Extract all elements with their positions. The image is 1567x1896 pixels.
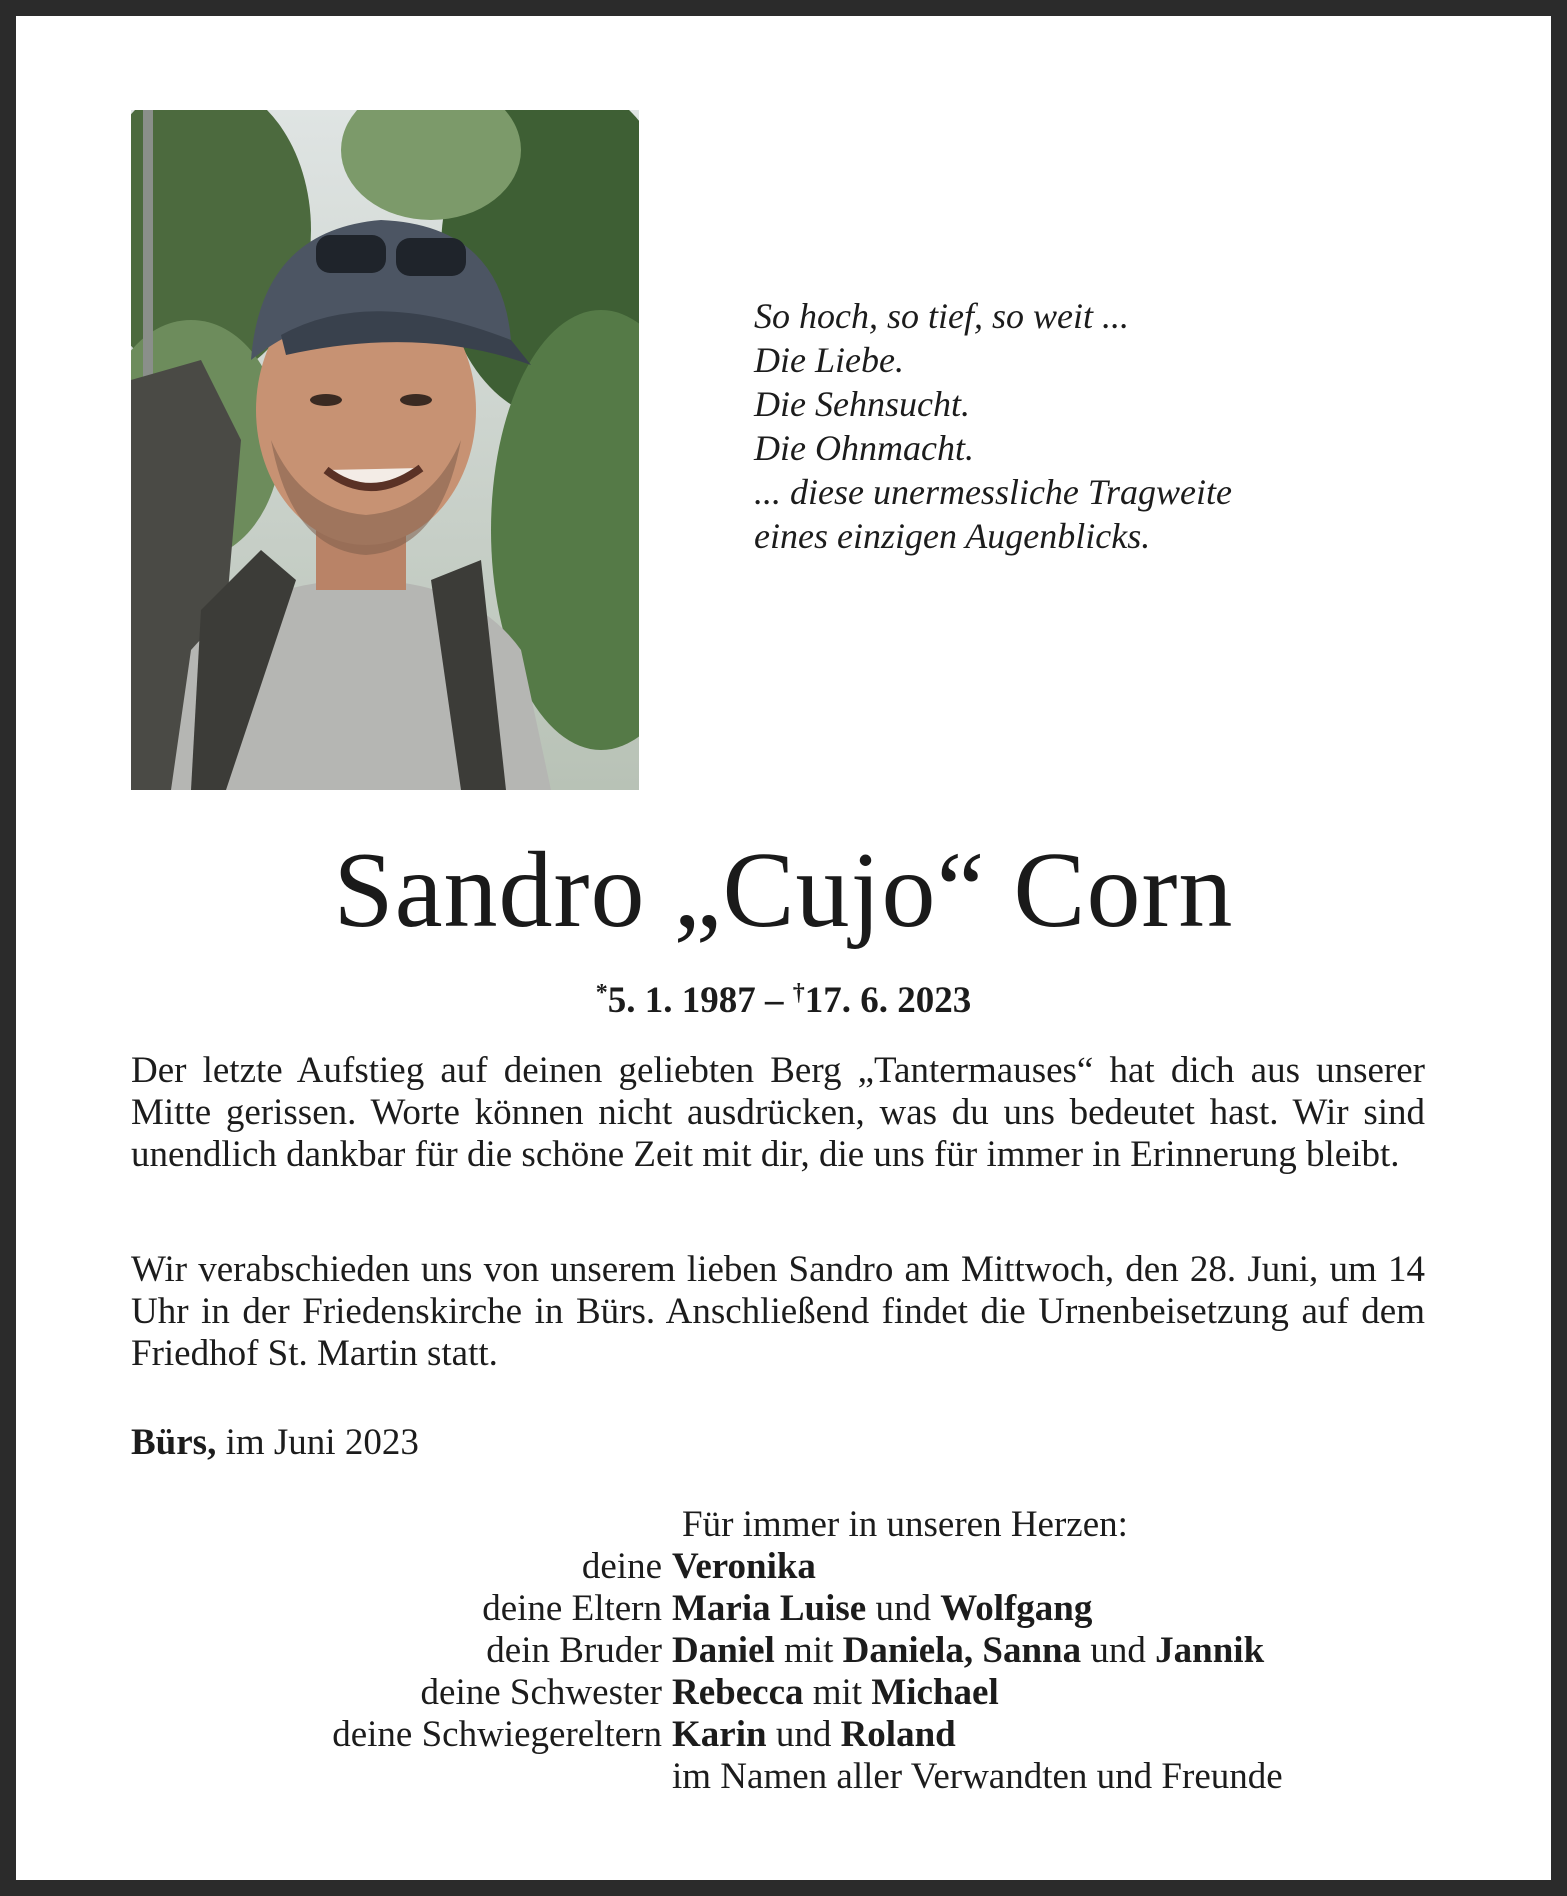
poem-line: Die Liebe. [754,340,904,380]
poem [754,294,1474,558]
family-row [131,1588,1451,1630]
family-member-name: Michael [871,1672,999,1713]
family-names [672,1588,1451,1630]
date-separator: – [755,980,793,1021]
family-relation: deine Schwiegereltern [332,1714,662,1755]
family-list [131,1546,1451,1798]
poem-line: ... diese unermessliche Tragweite [754,472,1232,512]
family-names [672,1546,1451,1588]
obituary-page [16,16,1551,1880]
family-names [672,1672,1451,1714]
place-date: im Juni 2023 [225,1422,419,1463]
family-member-name: Wolfgang [940,1588,1093,1629]
family-connector: und [866,1588,941,1629]
family-connector: und [766,1714,841,1755]
birth-date: 5. 1. 1987 [607,980,756,1021]
family-relation [131,1756,672,1798]
birth-symbol: * [595,980,608,1006]
family-relation: deine [581,1546,662,1587]
family-row [131,1672,1451,1714]
family-member-name: Daniel [672,1630,775,1671]
deceased-name: Sandro „Cujo“ Corn [333,831,1234,950]
life-dates [16,971,1551,1023]
place-and-date [131,1422,419,1464]
family-connector: mit [774,1630,843,1671]
family-member-name: Maria Luise [672,1588,867,1629]
poem-line: eines einzigen Augenblicks. [754,516,1151,556]
family-row [131,1630,1451,1672]
family-member-name: Daniela, Sanna [842,1630,1082,1671]
family-member-name: Rebecca [672,1672,804,1713]
place-town: Bürs, [131,1422,217,1463]
signoff-line: Für immer in unseren Herzen: [682,1504,1128,1545]
poem-line: Die Ohnmacht. [754,428,974,468]
family-relation: deine Schwester [420,1672,662,1713]
family-relation: deine Eltern [482,1588,662,1629]
family-connector: im Namen aller Verwandten und Freunde [672,1756,1283,1797]
family-member-name: Karin [672,1714,767,1755]
death-symbol: † [792,980,805,1006]
portrait-photo [131,110,639,790]
family-row [131,1546,1451,1588]
family-member-name: Jannik [1155,1630,1265,1671]
family-names [672,1756,1451,1798]
poem-line: So hoch, so tief, so weit ... [754,296,1129,336]
family-member-name: Veronika [672,1546,816,1587]
death-date: 17. 6. 2023 [804,980,972,1021]
family-names [672,1714,1451,1756]
portrait-illustration [131,110,639,790]
family-member-name: Roland [840,1714,956,1755]
family-connector: mit [803,1672,872,1713]
poem-line: Die Sehnsucht. [754,384,970,424]
funeral-info-paragraph: Wir verabschieden uns von unserem lieben Sandro am Mittwoch, den 28. Juni, um 14 Uhr in der Friedenskirche in Bürs. Anschließend findet die Urnenbeisetzung auf dem Friedhof St. Martin statt. [131,1249,1425,1374]
family-relation: dein Bruder [486,1630,662,1671]
family-names [672,1630,1451,1672]
tribute-paragraph: Der letzte Aufstieg auf deinen geliebten Berg „Tantermauses“ hat dich aus unserer Mitte gerissen. Worte können nicht ausdrücken, was du uns bedeutet hast. Wir sind unendlich dankbar für die schöne Zeit mit dir, die uns für immer in Erinnerung bleibt. [131,1050,1425,1175]
family-row [131,1714,1451,1756]
family-row [131,1756,1451,1798]
family-connector: und [1081,1630,1156,1671]
